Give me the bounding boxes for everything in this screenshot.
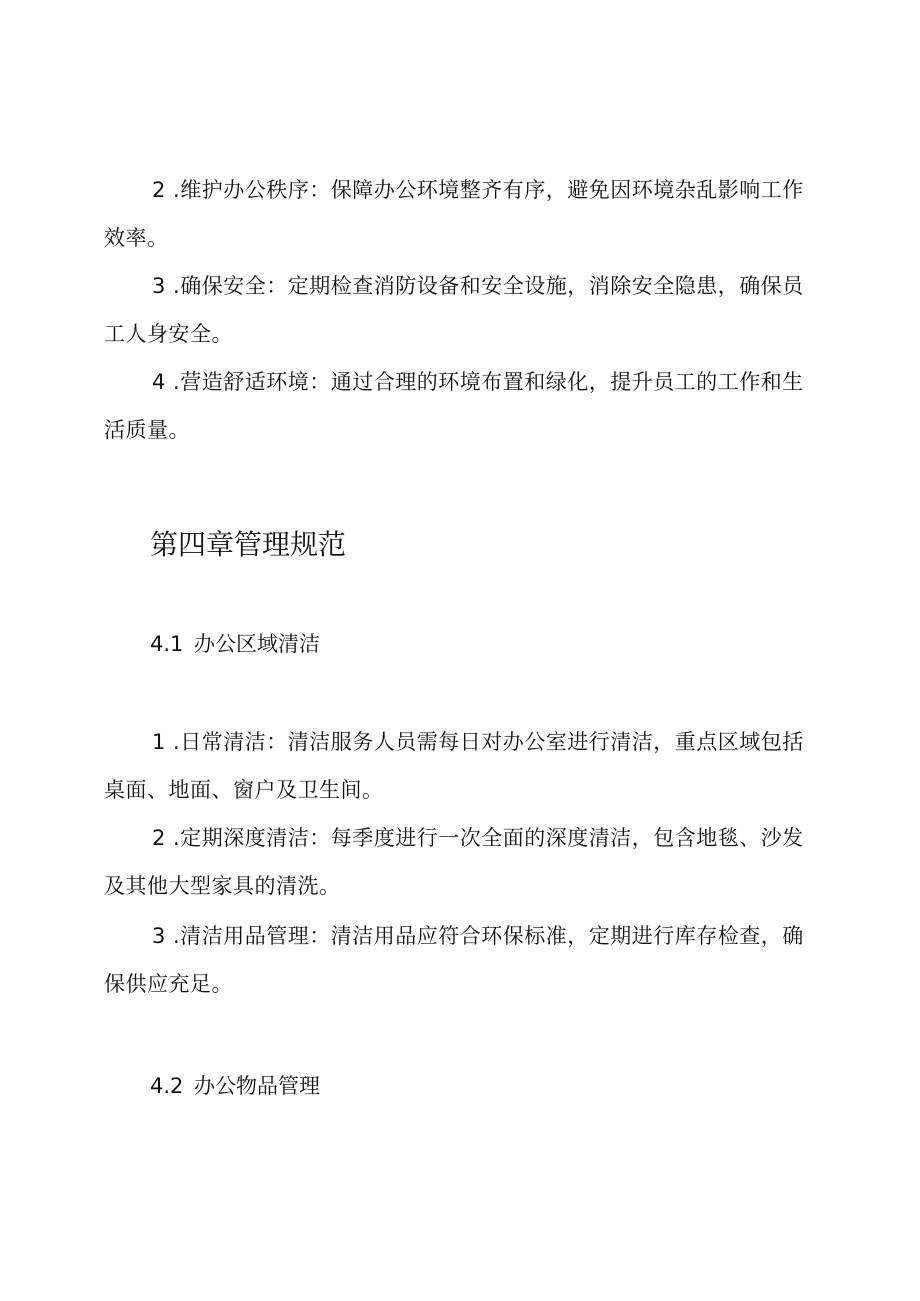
list-item-comfortable-environment: 4 .营造舒适环境：通过合理的环境布置和绿化，提升员工的工作和生活质量。 [104,370,804,442]
list-item-daily-cleaning: 1 .日常清洁：清洁服务人员需每日对办公室进行清洁，重点区域包括桌面、地面、窗户及卫生间。 [104,730,804,802]
section-heading-4-2 [150,1070,320,1102]
list-item-supplies-management: 3 .清洁用品管理：清洁用品应符合环保标准，定期进行库存检查，确保供应充足。 [104,924,804,996]
section-title: 办公物品管理 [194,1074,320,1098]
section-number: 4.1 [150,632,184,656]
list-item-maintain-order: 2 .维护办公秩序：保障办公环境整齐有序，避免因环境杂乱影响工作效率。 [104,178,804,250]
section-title: 办公区域清洁 [194,632,320,656]
section-number: 4.2 [150,1074,184,1098]
list-item-ensure-safety: 3 .确保安全：定期检查消防设备和安全设施，消除安全隐患，确保员工人身安全。 [104,274,804,346]
chapter-title: 第四章管理规范 [150,528,347,561]
section-heading-4-1 [150,628,320,660]
list-item-deep-cleaning: 2 .定期深度清洁：每季度进行一次全面的深度清洁，包含地毯、沙发及其他大型家具的清洗。 [104,826,804,898]
